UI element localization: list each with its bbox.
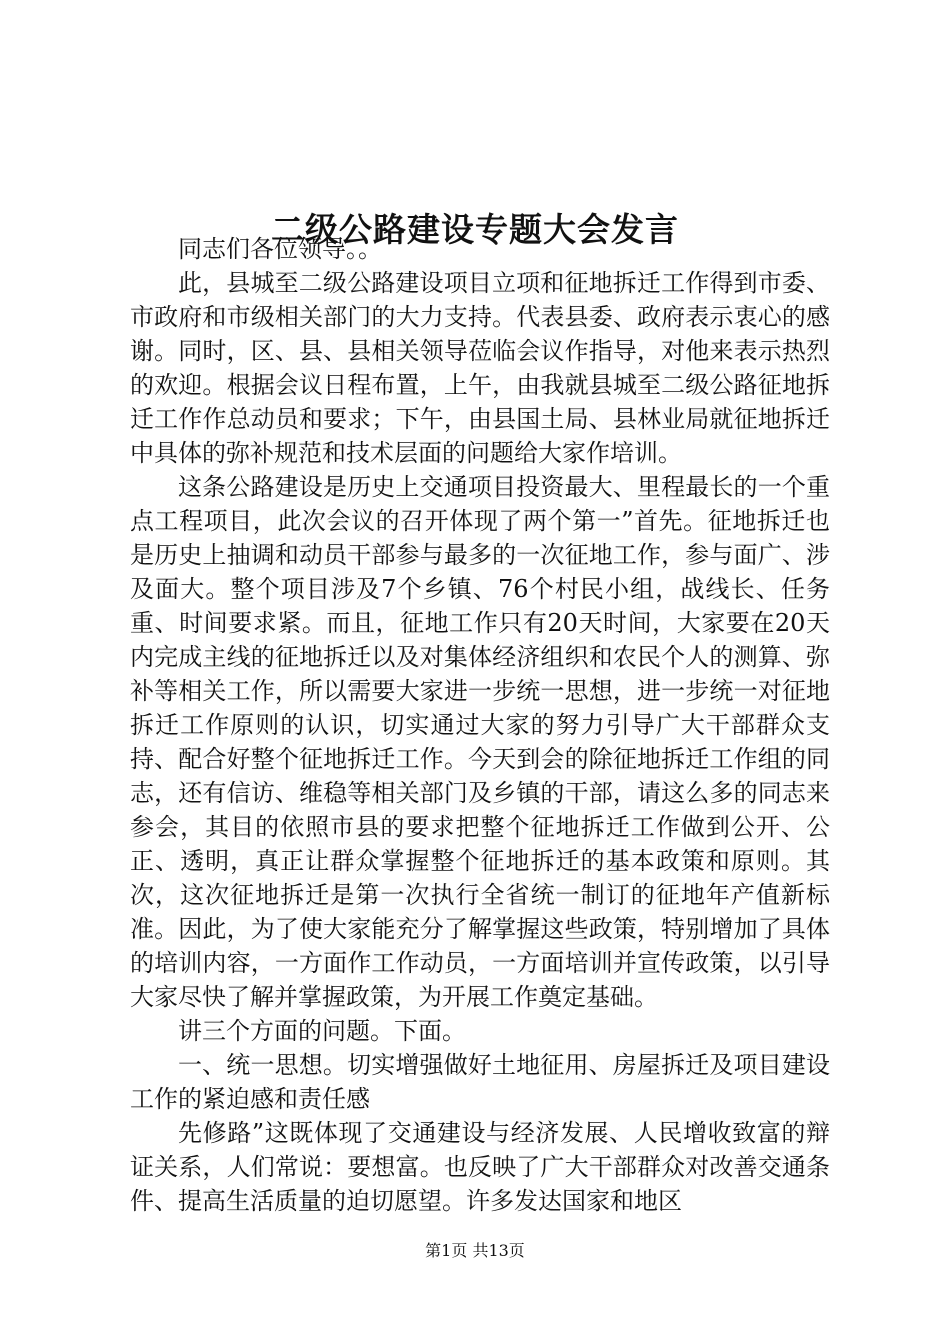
- paragraph-intro: 此，县城至二级公路建设项目立项和征地拆迁工作得到市委、市政府和市级相关部门的大力支持。代表县委、政府表示衷心的感谢。同时，区、县、县相关领导莅临会议作指导，对他来表示热烈的欢迎。根据会议日程布置，上午，由我就县城至二级公路征地拆迁工作作总动员和要求；下午，由县国土局、县林业局就征地拆迁中具体的弥补规范和技术层面的问题给大家作培训。: [130, 269, 830, 467]
- paragraph-project-overview: 这条公路建设是历史上交通项目投资最大、里程最长的一个重点工程项目，此次会议的召开体现了两个第一”首先。征地拆迁也是历史上抽调和动员干部参与最多的一次征地工作，参与面广、涉及面大。整个项目涉及7个乡镇、76个村民小组，战线长、任务重、时间要求紧。而且，征地工作只有20天时间，大家要在20天内完成主线的征地拆迁以及对集体经济组织和农民个人的测算、弥补等相关工作，所以需要大家进一步统一思想，进一步统一对征地拆迁工作原则的认识，切实通过大家的努力引导广大干部群众支持、配合好整个征地拆迁工作。今天到会的除征地拆迁工作组的同志，还有信访、维稳等相关部门及乡镇的干部，请这么多的同志来参会，其目的依照市县的要求把整个征地拆迁工作做到公开、公正、透明，真正让群众掌握整个征地拆迁的基本政策和原则。其次，这次征地拆迁是第一次执行全省统一制订的征地年产值新标准。因此，为了使大家能充分了解掌握这些政策，特别增加了具体的培训内容，一方面作工作动员，一方面培训并宣传政策，以引导大家尽快了解并掌握政策，为开展工作奠定基础。: [130, 473, 830, 1011]
- document-title: 二级公路建设专题大会发言: [271, 210, 679, 250]
- section-heading-one: 一、统一思想。切实增强做好土地征用、房屋拆迁及项目建设工作的紧迫感和责任感: [130, 1051, 830, 1113]
- paragraph-three-issues: 讲三个方面的问题。下面。: [178, 1017, 466, 1045]
- paragraph-greeting: 同志们各位领导。。: [178, 235, 382, 263]
- paragraph-road-development: 先修路”这既体现了交通建设与经济发展、人民增收致富的辩证关系，人们常说：要想富。也反映了广大干部群众对改善交通条件、提高生活质量的迫切愿望。许多发达国家和地区: [130, 1119, 830, 1215]
- page-number-footer: 第1页 共13页: [425, 1241, 525, 1260]
- document-body: [130, 232, 830, 1218]
